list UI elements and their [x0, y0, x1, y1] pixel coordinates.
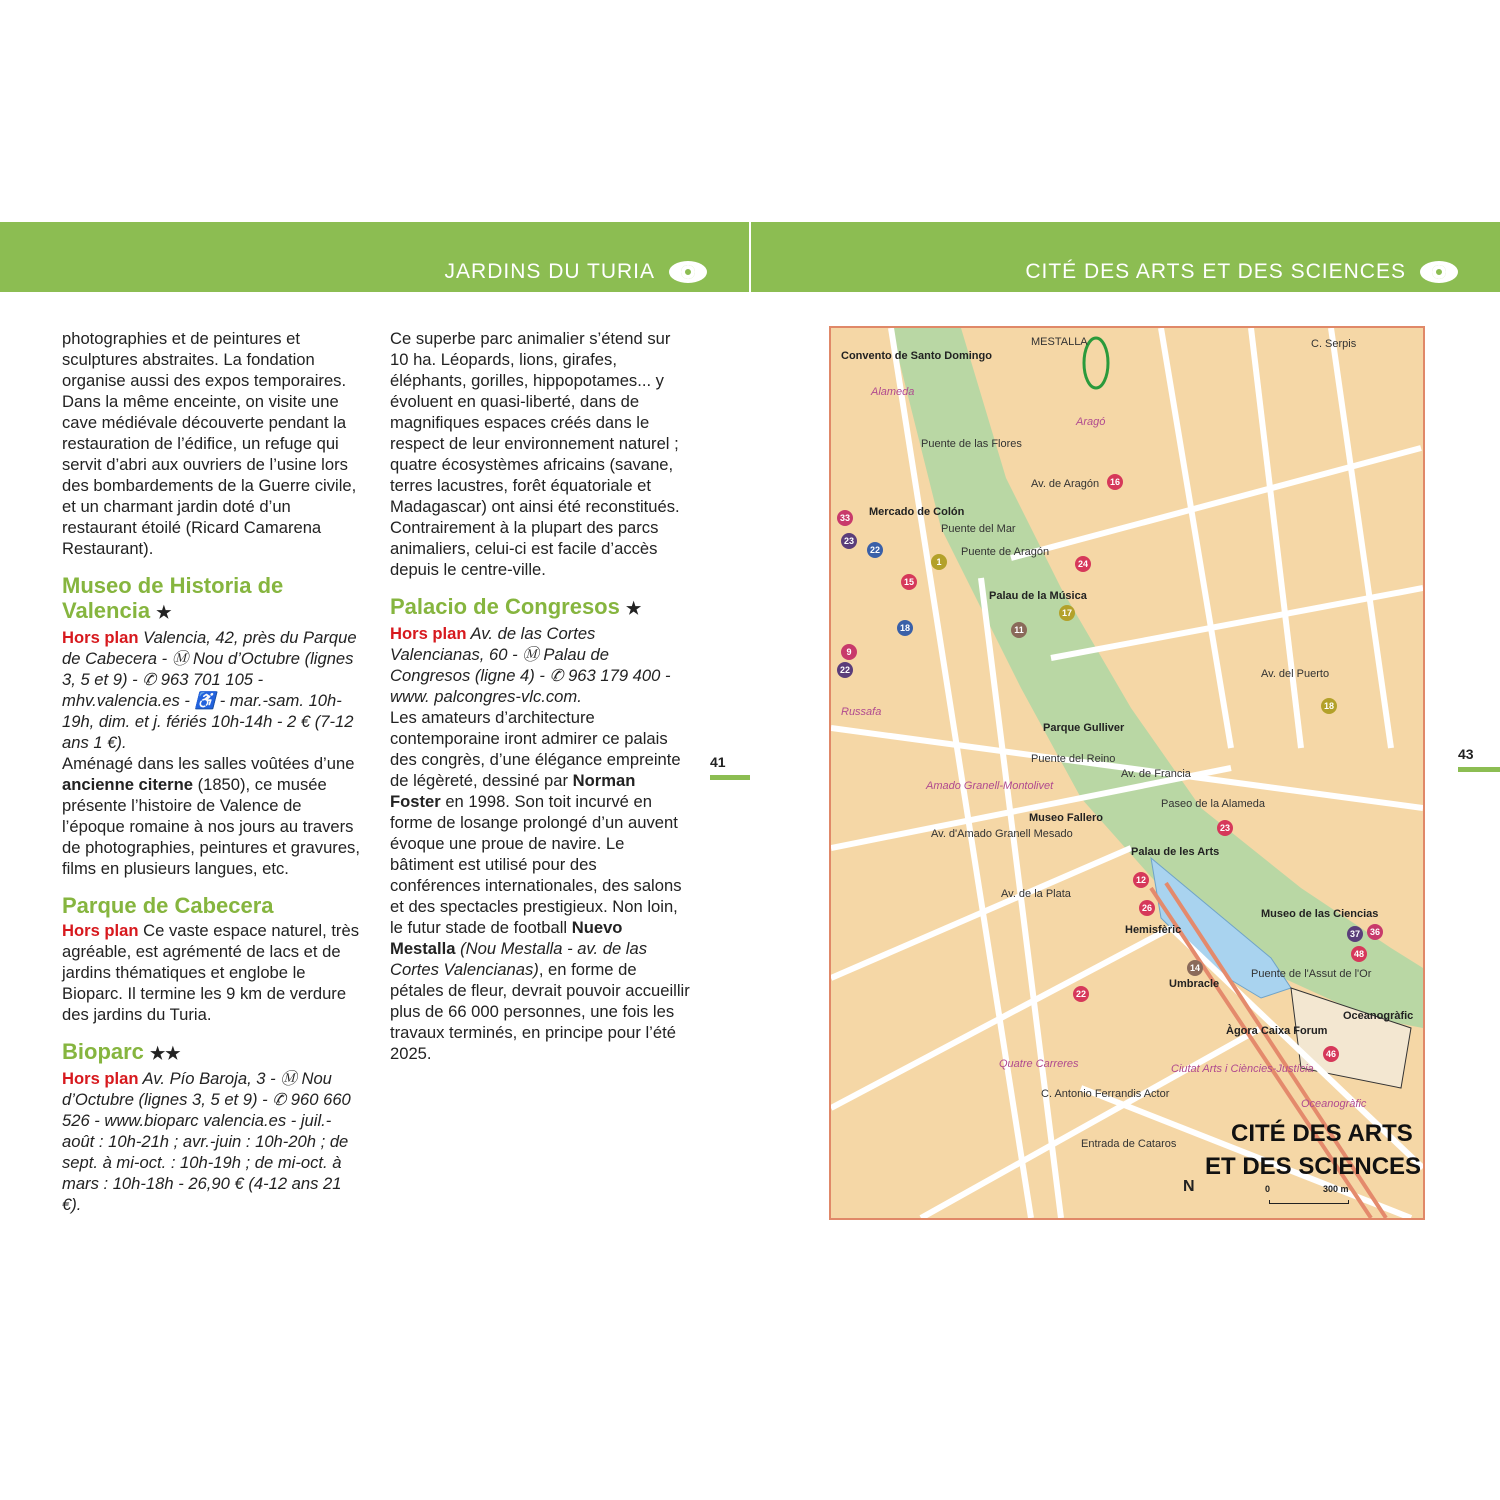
left-column [62, 328, 362, 1215]
map-marker: 15 [901, 574, 917, 590]
map-street-label: Alameda [871, 386, 915, 398]
map-place-label: Mercado de Colón [869, 506, 965, 518]
section-title-left: JARDINS DU TURIA [444, 260, 655, 283]
map-street-label: Aragó [1076, 416, 1106, 428]
map-marker: 9 [841, 644, 857, 660]
map-street-label: Entrada de Cataros [1081, 1138, 1177, 1150]
scale-bar [1269, 1200, 1349, 1204]
header-band-left [0, 222, 749, 292]
palacio-body: Les amateurs d’architecture contemporaine iront admirer ce palais des congrès, d’une élégance empreinte de légèreté, dessiné par Norman Foster en 1998. Son toit incurvé en forme de losange prolongé d’un auvent évoque une proue de navire. Le bâtiment est utilisé pour des conférences internationales, des salons et des spectacles prestigieux. Non loin, le futur stade de football Nuevo Mestalla (Nou Mestalla - av. de las Cortes Valencianas), en forme de pétales de fleur, devrait pouvoir accueillir plus de 66 000 personnes, une fois les travaux terminés, en principe pour l’été 2025. [390, 708, 690, 1063]
map-marker: 46 [1323, 1046, 1339, 1062]
intro-text: photographies et de peintures et sculptures abstraites. La fondation organise aussi des expos temporaires. Dans la même enceinte, on visite une cave médiévale découverte pendant la restauration de l’édifice, un refuge qui servit d’abri aux ouvriers de l’usine lors des bombardements de la Guerre civile, et un charmant jardin doté d’un restaurant étoilé (Ricard Camarena Restaurant). [62, 329, 357, 558]
page-number-left: 41 [710, 754, 726, 770]
map-street-label: C. Antonio Ferrandis Actor [1041, 1088, 1170, 1100]
map-street-label: C. Serpis [1311, 338, 1357, 350]
map-title: CITÉ DES ARTS [1231, 1120, 1413, 1147]
map-marker: 22 [1073, 986, 1089, 1002]
map-marker: 22 [837, 662, 853, 678]
map-marker: 22 [867, 542, 883, 558]
map-marker: 18 [897, 620, 913, 636]
map-marker: 33 [837, 510, 853, 526]
eye-icon [1420, 261, 1458, 283]
scale-label: 300 m [1323, 1184, 1349, 1194]
map-place-label: Museo Fallero [1029, 812, 1103, 824]
map-street-label: Puente de Aragón [961, 546, 1050, 558]
map-place-label: Palau de la Música [989, 590, 1087, 602]
palacio-info: Hors plan Av. de las Cortes Valencianas, 60 - Ⓜ Palau de Congresos (ligne 4) - ✆ 963 179 400 - www. palcongres-vlc.com. [390, 624, 671, 706]
map-place-label: Parque Gulliver [1043, 722, 1125, 734]
eye-icon [669, 261, 707, 283]
map-place-label: Museo de las Ciencias [1261, 908, 1379, 920]
map-place-label: Palau de les Arts [1131, 846, 1220, 858]
map-marker: 17 [1059, 605, 1075, 621]
map-street-label: Puente del Reino [1031, 753, 1116, 765]
map-street-label: Av. del Puerto [1261, 668, 1330, 680]
map-marker: 12 [1133, 872, 1149, 888]
map-street-label: MESTALLA [1031, 336, 1088, 348]
map-street-label: Paseo de la Alameda [1161, 798, 1265, 810]
map-title: ET DES SCIENCES [1205, 1153, 1422, 1180]
page-number-right: 43 [1458, 746, 1474, 762]
middle-column [390, 328, 690, 1064]
map-street-label: Av. de la Plata [1001, 888, 1071, 900]
map-marker: 48 [1351, 946, 1367, 962]
city-map [829, 326, 1425, 1220]
map-street-label: Oceanogràfic [1301, 1098, 1367, 1110]
map-street-label: Av. de Francia [1121, 768, 1191, 780]
map-street-label: Ciutat Arts i Ciències-Justícia [1171, 1063, 1314, 1075]
map-marker: 16 [1107, 474, 1123, 490]
bioparc-info: Hors plan Av. Pío Baroja, 3 - Ⓜ Nou d’Octubre (lignes 3, 5 et 9) - ✆ 960 660 526 - www.bioparc valencia.es - juil.-août : 10h-21h ; avr.-juin : 10h-20h ; de sept. à mi-oct. : 10h-19h ; de mi-oct. à mars : 10h-18h - 26,90 € (4-12 ans 21 €). [62, 1069, 351, 1214]
map-street-label: Puente de l'Assut de l'Or [1251, 968, 1372, 980]
heading-museo: Museo de Historia de Valencia ★ [62, 573, 284, 623]
header-band-right [751, 222, 1500, 292]
map-street-label: Russafa [841, 706, 882, 718]
map-marker: 14 [1187, 960, 1203, 976]
bioparc-body: Ce superbe parc animalier s’étend sur 10 ha. Léopards, lions, girafes, éléphants, gorilles, hippopotames... y évoluent en quasi-liberté, dans de magnifiques espaces créés dans le respect de leur environnement naturel ; quatre écosystèmes africains (savane, terres lacustres, forêt équatoriale et Madagascar) ont ainsi été reconstitués. Contrairement à la plupart des parcs animaliers, celui-ci est facile d’accès depuis le centre-ville. [390, 329, 680, 579]
map-street-label: Amado Granell-Montolivet [926, 780, 1054, 792]
heading-bioparc: Bioparc ★★ [62, 1039, 181, 1064]
map-place-label: Convento de Santo Domingo [841, 350, 992, 362]
heading-palacio: Palacio de Congresos ★ [390, 594, 642, 619]
map-marker: 36 [1367, 924, 1383, 940]
map-marker: 18 [1321, 698, 1337, 714]
map-street-label: Av. de Aragón [1031, 478, 1100, 490]
map-place-label: Oceanogràfic [1343, 1010, 1414, 1022]
heading-parque: Parque de Cabecera [62, 893, 274, 918]
map-place-label: Hemisfèric [1125, 924, 1182, 936]
section-title-right: CITÉ DES ARTS ET DES SCIENCES [1025, 260, 1406, 283]
map-marker: 26 [1139, 900, 1155, 916]
map-street-label: Puente de las Flores [921, 438, 1022, 450]
scale-label: 0 [1265, 1184, 1271, 1194]
map-marker: 1 [931, 554, 947, 570]
page-marker-right [1458, 767, 1500, 772]
page-marker-left [710, 775, 750, 780]
map-marker: 23 [841, 533, 857, 549]
map-place-label: Àgora Caixa Forum [1226, 1025, 1328, 1037]
map-street-label: Av. d'Amado Granell Mesado [931, 828, 1073, 840]
map-place-label: Umbracle [1169, 978, 1220, 990]
map-marker: 37 [1347, 926, 1363, 942]
map-marker: 24 [1075, 556, 1091, 572]
north-arrow-icon: N [1183, 1178, 1195, 1195]
map-marker: 11 [1011, 622, 1027, 638]
map-street-label: Puente del Mar [941, 523, 1016, 535]
museo-body: Aménagé dans les salles voûtées d’une ancienne citerne (1850), ce musée présente l’histoire de Valence de l’époque romaine à nos jours au travers de photographies, peintures et gravures, films en plusieurs langues, etc. [62, 754, 360, 878]
parque-body: Hors plan Ce vaste espace naturel, très agréable, est agrémenté de lacs et de jardins thématiques et englobe le Bioparc. Il termine les 9 km de verdure des jardins du Turia. [62, 921, 359, 1024]
map-street-label: Quatre Carreres [999, 1058, 1079, 1070]
museo-info: Hors plan Valencia, 42, près du Parque de Cabecera - Ⓜ Nou d’Octubre (lignes 3, 5 et 9) - ✆ 963 701 105 - mhv.valencia.es - ♿ - mar.-sam. 10h-19h, dim. et j. fériés 10h-14h - 2 € (7-12 ans 1 €). [62, 628, 357, 752]
map-marker: 23 [1217, 820, 1233, 836]
